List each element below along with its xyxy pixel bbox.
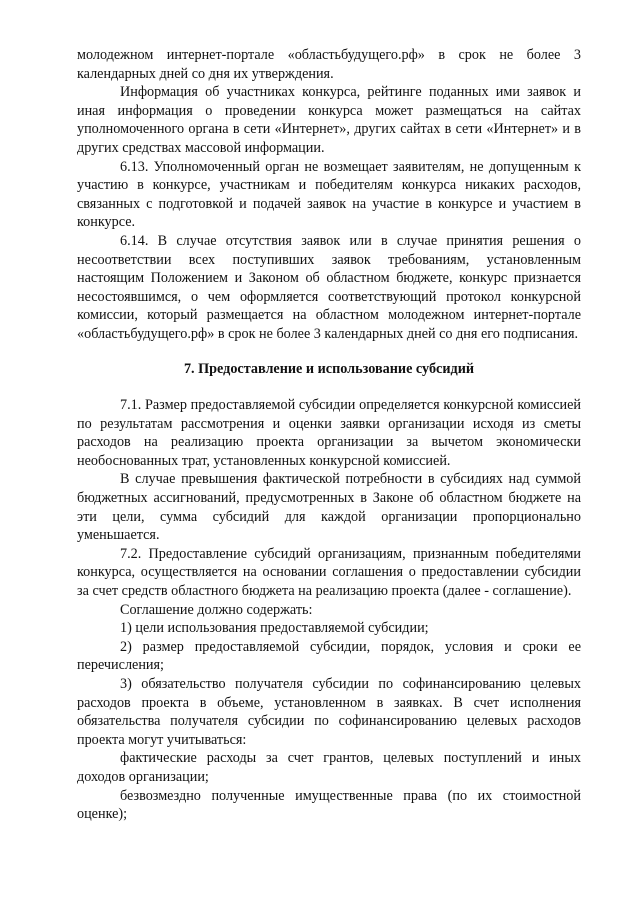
- spacer: [77, 378, 581, 396]
- paragraph-7-2: 7.2. Предоставление субсидий организациям, признанным победителями конкурса, осуществляется на основании соглашения о предоставлении субсидии за счет средств областного бюджета на реализацию проекта (далее - соглашение).: [77, 545, 581, 600]
- paragraph-excess: В случае превышения фактической потребности в субсидиях над суммой бюджетных ассигнований, предусмотренных в Законе об областном бюджете на эти цели, сумма субсидий для каждой организации пропорционально уменьшается.: [77, 471, 581, 544]
- paragraph-info: Информация об участниках конкурса, рейтинге поданных ими заявок и иная информация о проведении конкурса может размещаться на сайтах уполномоченного органа в сети «Интернет», других сайтах в сети «Интернет» и в других средствах массовой информации.: [77, 84, 581, 156]
- paragraph-gratis: безвозмездно полученные имущественные права (по их стоимостной оценке);: [77, 787, 581, 823]
- paragraph-item-1: 1) цели использования предоставляемой субсидии;: [120, 620, 429, 637]
- paragraph-agreement: Соглашение должно содержать:: [120, 601, 313, 618]
- paragraph-7-1: 7.1. Размер предоставляемой субсидии определяется конкурсной комиссией по результатам рассмотрения и оценки заявки организации исходя из сметы расходов на реализацию проекта организации за вычетом экономически необоснованных трат, установленных конкурсной комиссией.: [77, 397, 581, 469]
- paragraphs-before-section: [77, 46, 581, 344]
- spacer: [77, 344, 581, 360]
- paragraph-item-3: 3) обязательство получателя субсидии по софинансированию целевых расходов проекта в объеме, установленном в заявках. В счет исполнения обязательства получателя субсидии по софинансированию целевых расходов проекта могут учитываться:: [77, 676, 581, 748]
- paragraph-6-14: 6.14. В случае отсутствия заявок или в случае принятия решения о несоответствии всех поступивших заявок требованиям, установленным настоящим Положением и Законом об областном бюджете, конкурс признается несостоявшимся, о чем оформляется соответствующий протокол конкурсной комиссии, который размещается на областном молодежном интернет-портале «областьбудущего.рф» в срок не более 3 календарных дней со дня его подписания.: [77, 232, 581, 342]
- paragraphs-after-section: [77, 396, 581, 824]
- paragraph-6-13: 6.13. Уполномоченный орган не возмещает заявителям, не допущенным к участию в конкурсе, участникам и победителям конкурса никаких расходов, связанных с подготовкой и подачей заявок на участие в конкурсе и участием в конкурсе.: [77, 158, 581, 231]
- paragraph-actual: фактические расходы за счет грантов, целевых поступлений и иных доходов организации;: [77, 750, 581, 785]
- paragraph-cont: молодежном интернет-портале «областьбудущего.рф» в срок не более 3 календарных дней со дня их утверждения.: [77, 47, 581, 82]
- section-heading: 7. Предоставление и использование субсидий: [183, 360, 475, 377]
- paragraph-item-2: 2) размер предоставляемой субсидии, порядок, условия и сроки ее перечисления;: [77, 638, 581, 674]
- document-page: [77, 46, 581, 824]
